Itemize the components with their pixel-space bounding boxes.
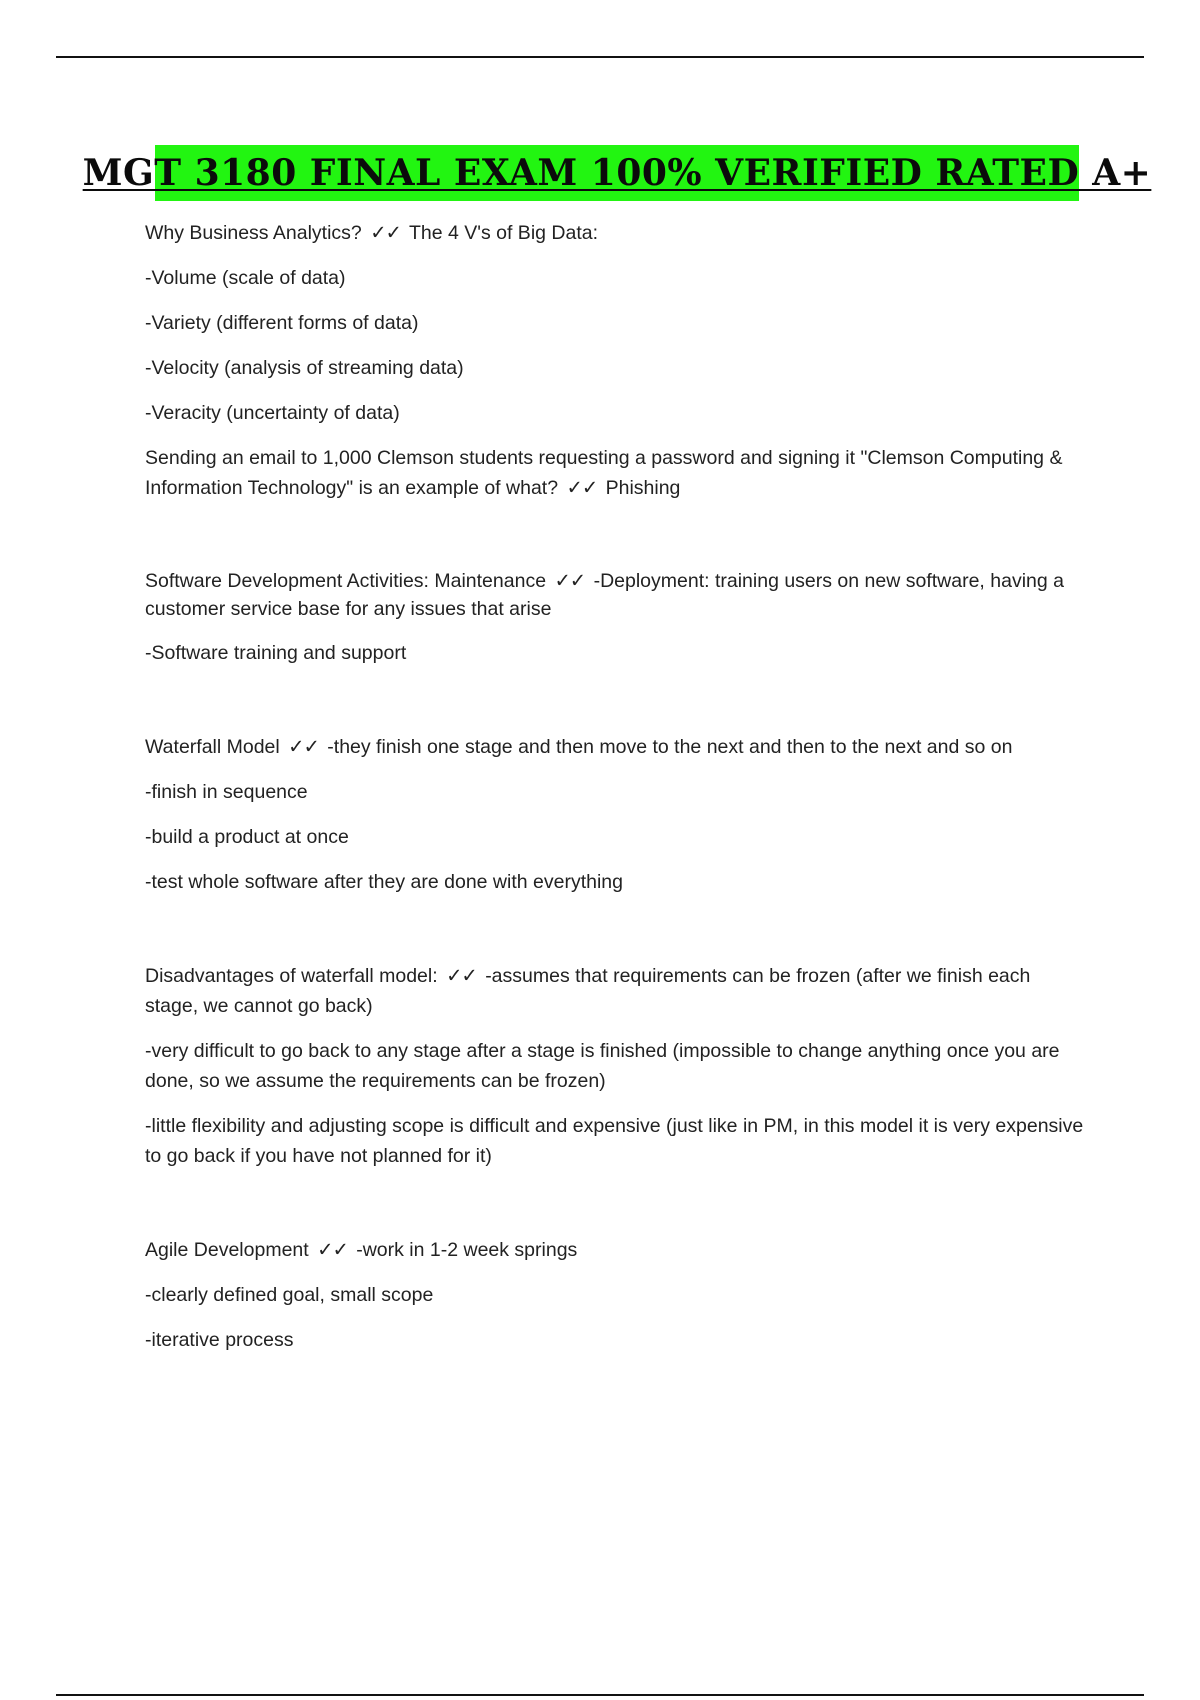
answer-line: -Volume (scale of data): [145, 267, 346, 289]
answer-line: -little flexibility and adjusting scope is difficult and expensive (just like in PM, in this model it is very expensive to go back if you have not planned for it): [145, 1115, 1084, 1167]
answer-text: The 4 V's of Big Data:: [408, 222, 599, 244]
double-check-icon: ✓✓: [446, 964, 477, 987]
question-text: Why Business Analytics?: [145, 222, 362, 244]
double-check-icon: ✓✓: [370, 221, 401, 244]
answer-line: -very difficult to go back to any stage after a stage is finished (impossible to change anything once you are done, so we assume the requirements can be frozen): [145, 1040, 1060, 1092]
qa-line: [145, 567, 1085, 623]
qa-line: [145, 961, 1085, 1021]
double-check-icon: ✓✓: [566, 476, 598, 499]
double-check-icon: ✓✓: [317, 1238, 348, 1261]
question-text: Agile Development: [145, 1239, 309, 1261]
answer-line: -Velocity (analysis of streaming data): [145, 357, 464, 379]
answer-text: -they finish one stage and then move to the next and then to the next and so on: [327, 736, 1013, 758]
qa-line: [145, 218, 1085, 248]
document-body: [145, 218, 1085, 1370]
answer-text: -work in 1-2 week springs: [356, 1239, 578, 1261]
question-text: Software Development Activities: Maintenance: [145, 570, 547, 592]
answer-line: -Veracity (uncertainty of data): [145, 402, 400, 424]
answer-line: -Variety (different forms of data): [145, 312, 419, 334]
answer-line: -finish in sequence: [145, 781, 308, 803]
title-highlight: [82, 145, 1152, 201]
answer-line: -build a product at once: [145, 826, 349, 848]
question-text: Sending an email to 1,000 Clemson students requesting a password and signing it "Clemson Computing & Information Technology" is an example of what?: [145, 447, 1063, 499]
qa-line: [145, 443, 1085, 503]
qa-line: [145, 732, 1085, 762]
answer-text: -assumes that requirements can be frozen (after we finish each stage, we cannot go back): [145, 965, 1031, 1017]
page-title: MGT 3180 FINAL EXAM 100% VERIFIED RATED A+: [82, 152, 1152, 194]
double-check-icon: ✓✓: [288, 735, 319, 758]
double-check-icon: ✓✓: [554, 569, 586, 592]
top-rule: [56, 56, 1144, 58]
answer-text: -Deployment: training users on new software, having a customer service base for any issues that arise: [145, 570, 1064, 620]
question-text: Disadvantages of waterfall model:: [145, 965, 438, 987]
answer-line: -Software training and support: [145, 642, 407, 664]
qa-line: [145, 1235, 1085, 1265]
answer-line: -clearly defined goal, small scope: [145, 1284, 434, 1306]
question-text: Waterfall Model: [145, 736, 280, 758]
bottom-rule: [56, 1694, 1144, 1696]
answer-line: -test whole software after they are done with everything: [145, 871, 623, 893]
answer-text: Phishing: [605, 477, 681, 499]
answer-line: -iterative process: [145, 1329, 294, 1351]
